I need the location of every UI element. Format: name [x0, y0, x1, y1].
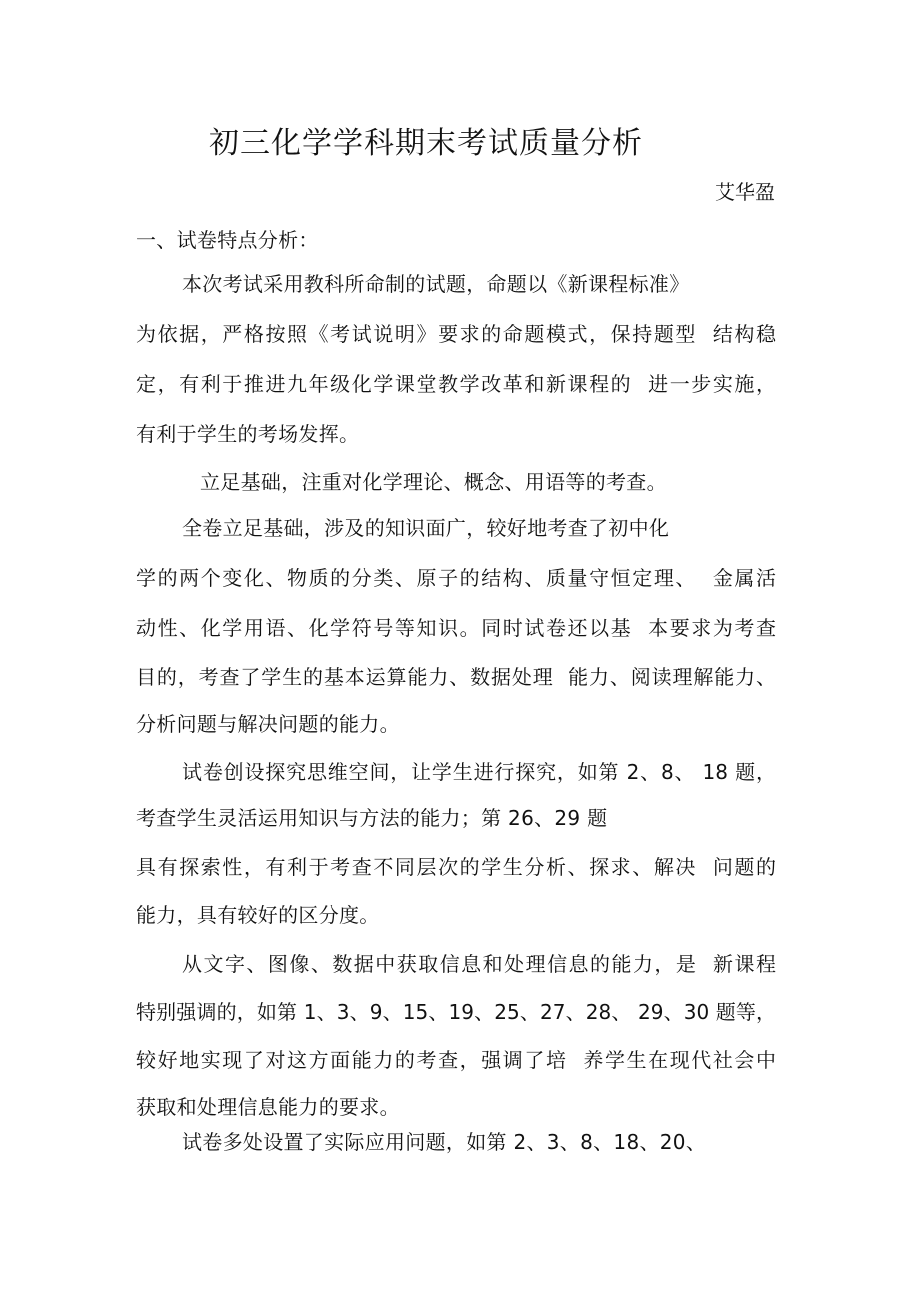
- paragraph-line: 定，有利于推进九年级化学课堂教学改革和新课程的 进一步实施，: [136, 372, 776, 396]
- paragraph-line: 获取和处理信息能力的要求。: [136, 1095, 400, 1119]
- paragraph-line: 具有探索性，有利于考查不同层次的学生分析、探求、解决 问题的: [136, 855, 776, 879]
- paragraph-line: 试卷多处设置了实际应用问题，如第 2、3、8、18、20、: [182, 1130, 707, 1154]
- paragraph-line: 为依据，严格按照《考试说明》要求的命题模式，保持题型 结构稳: [136, 322, 776, 346]
- paragraph-line: 目的，考查了学生的基本运算能力、数据处理 能力、阅读理解能力、: [136, 665, 776, 689]
- document-title: 初三化学学科期末考试质量分析: [209, 126, 643, 161]
- paragraph-line: 从文字、图像、数据中获取信息和处理信息的能力，是 新课程: [182, 952, 776, 976]
- paragraph-line: 试卷创设探究思维空间，让学生进行探究，如第 2、8、 18 题，: [182, 760, 776, 784]
- paragraph-line: 动性、化学用语、化学符号等知识。同时试卷还以基 本要求为考查: [136, 616, 776, 640]
- paragraph-line: 分析问题与解决问题的能力。: [136, 712, 400, 736]
- paragraph-line: 考查学生灵活运用知识与方法的能力；第 26、29 题: [136, 806, 608, 830]
- paragraph-line: 全卷立足基础，涉及的知识面广，较好地考查了初中化: [182, 516, 670, 540]
- section-heading: 一、试卷特点分析：: [136, 228, 319, 252]
- paragraph-line: 立足基础，注重对化学理论、概念、用语等的考查。: [200, 470, 667, 494]
- author-name: 艾华盈: [715, 180, 775, 204]
- paragraph-line: 特别强调的，如第 1、3、9、15、19、25、27、28、 29、30 题等，: [136, 1000, 776, 1024]
- paragraph-line: 能力，具有较好的区分度。: [136, 903, 380, 927]
- paragraph-line: 较好地实现了对这方面能力的考查，强调了培 养学生在现代社会中: [136, 1048, 776, 1072]
- paragraph-line: 有利于学生的考场发挥。: [136, 422, 360, 446]
- paragraph-line: 本次考试采用教科所命制的试题，命题以《新课程标准》: [182, 272, 690, 296]
- paragraph-line: 学的两个变化、物质的分类、原子的结构、质量守恒定理、 金属活: [136, 566, 776, 590]
